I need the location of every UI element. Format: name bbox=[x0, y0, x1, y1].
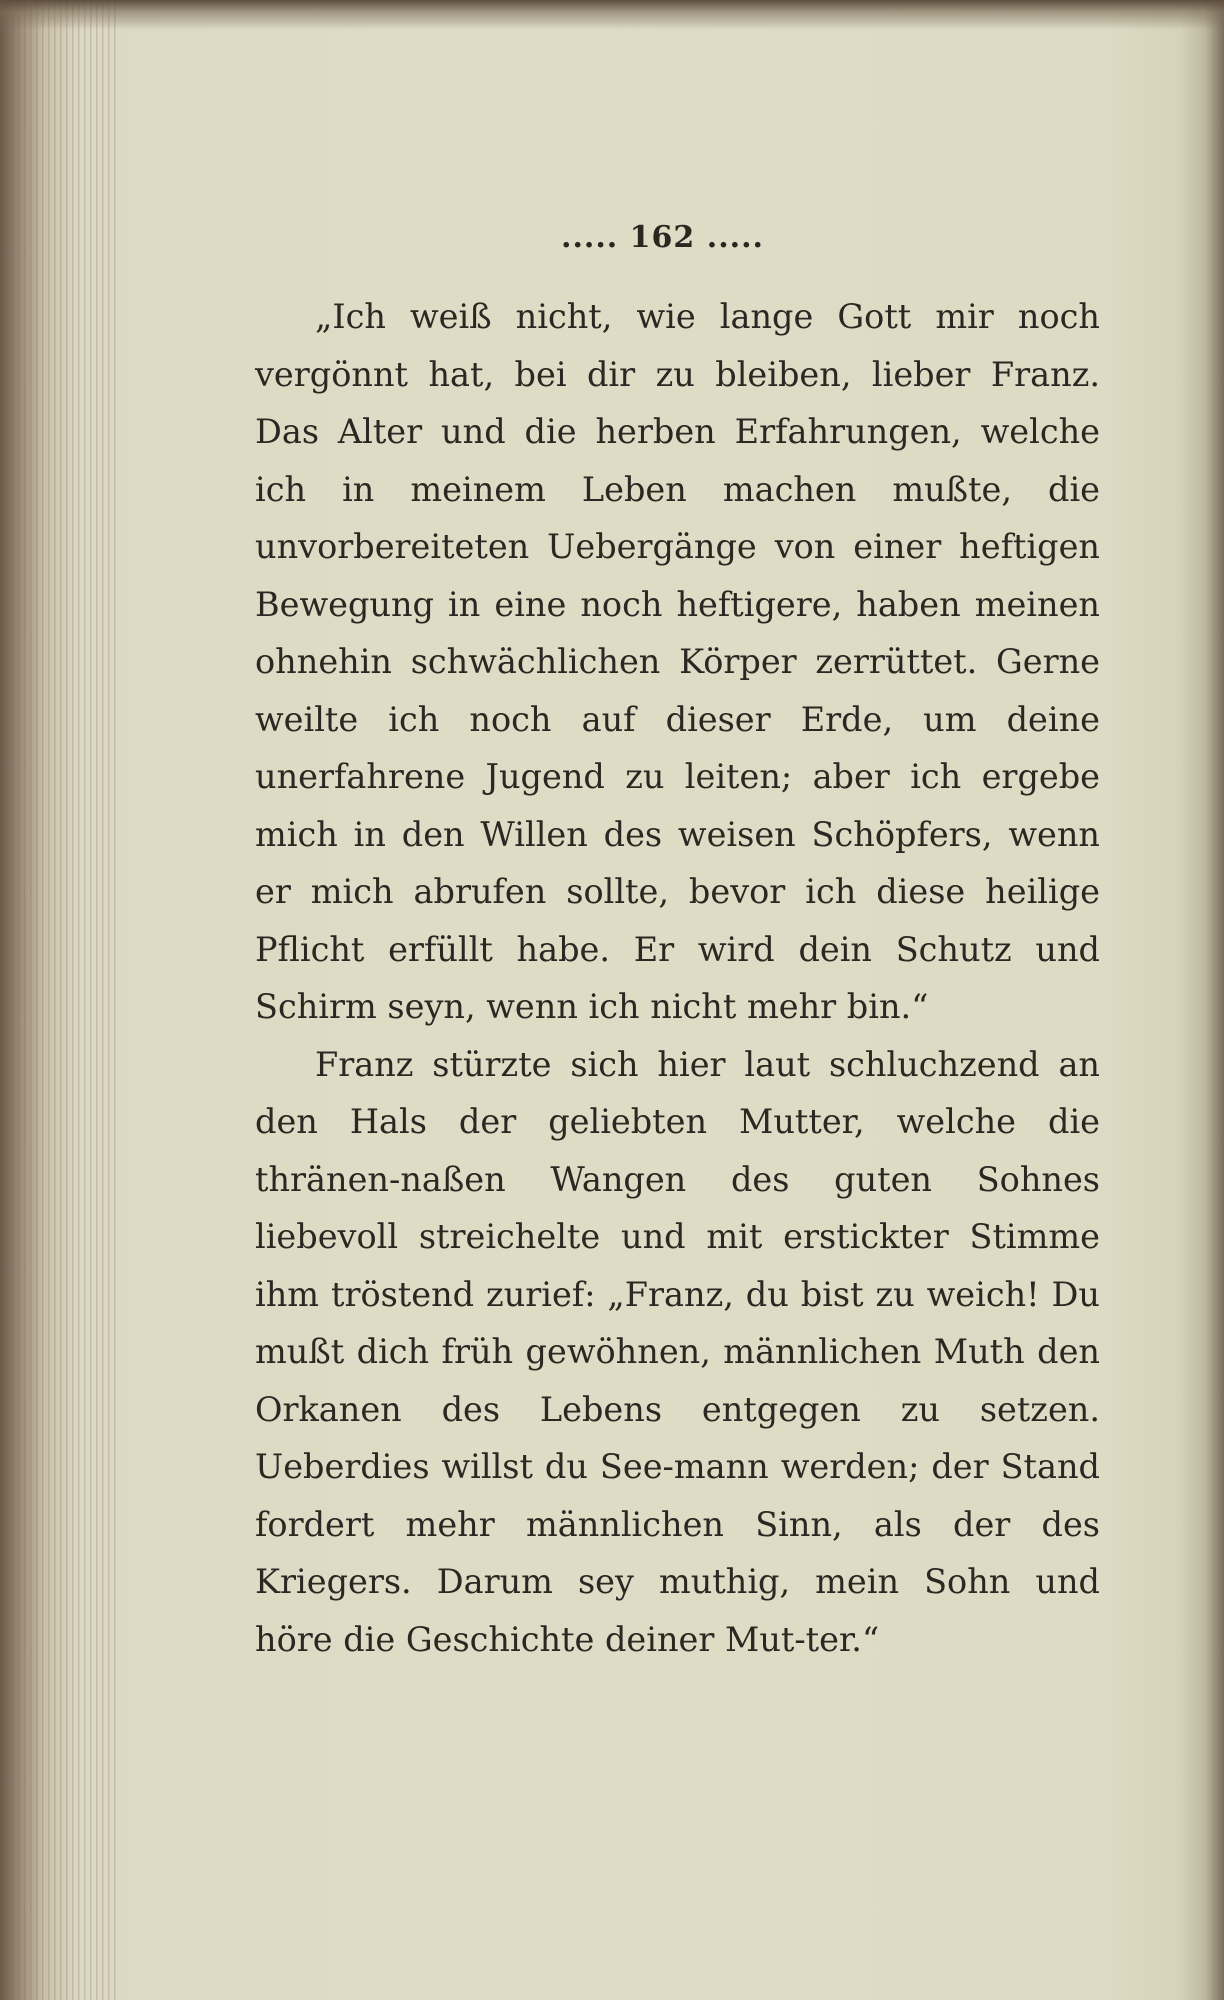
book-page-edges bbox=[0, 0, 120, 2000]
binding-shadow bbox=[0, 0, 1224, 30]
text-block bbox=[255, 288, 1100, 1668]
paragraph-2: Franz stürzte sich hier laut schluchzend an den Hals der geliebten Mutter, welche die thränen-naßen Wangen des guten Sohnes liebevoll streichelte und mit erstickter Stimme ihm tröstend zurief: „Franz, du bist zu weich! Du mußt dich früh gewöhnen, männlichen Muth den Orkanen des Lebens entgegen zu setzen. Ueberdies willst du See-mann werden; der Stand fordert mehr männlichen Sinn, als der des Kriegers. Darum sey muthig, mein Sohn und höre die Geschichte deiner Mut-ter.“ bbox=[255, 1044, 1100, 1659]
page-number: ..... 162 ..... bbox=[561, 220, 764, 255]
paragraph-1: „Ich weiß nicht, wie lange Gott mir noch vergönnt hat, bei dir zu bleiben, lieber Franz. Das Alter und die herben Erfahrungen, welche ich in meinem Leben machen mußte, die unvorbereiteten Uebergänge von einer heftigen Bewegung in eine noch heftigere, haben meinen ohnehin schwächlichen Körper zerrüttet. Gerne weilte ich noch auf dieser Erde, um deine unerfahrene Jugend zu leiten; aber ich ergebe mich in den Willen des weisen Schöpfers, wenn er mich abrufen sollte, bevor ich diese heilige Pflicht erfüllt habe. Er wird dein Schutz und Schirm seyn, wenn ich nicht mehr bin.“ bbox=[255, 297, 1100, 1026]
page-body bbox=[120, 30, 1205, 1980]
